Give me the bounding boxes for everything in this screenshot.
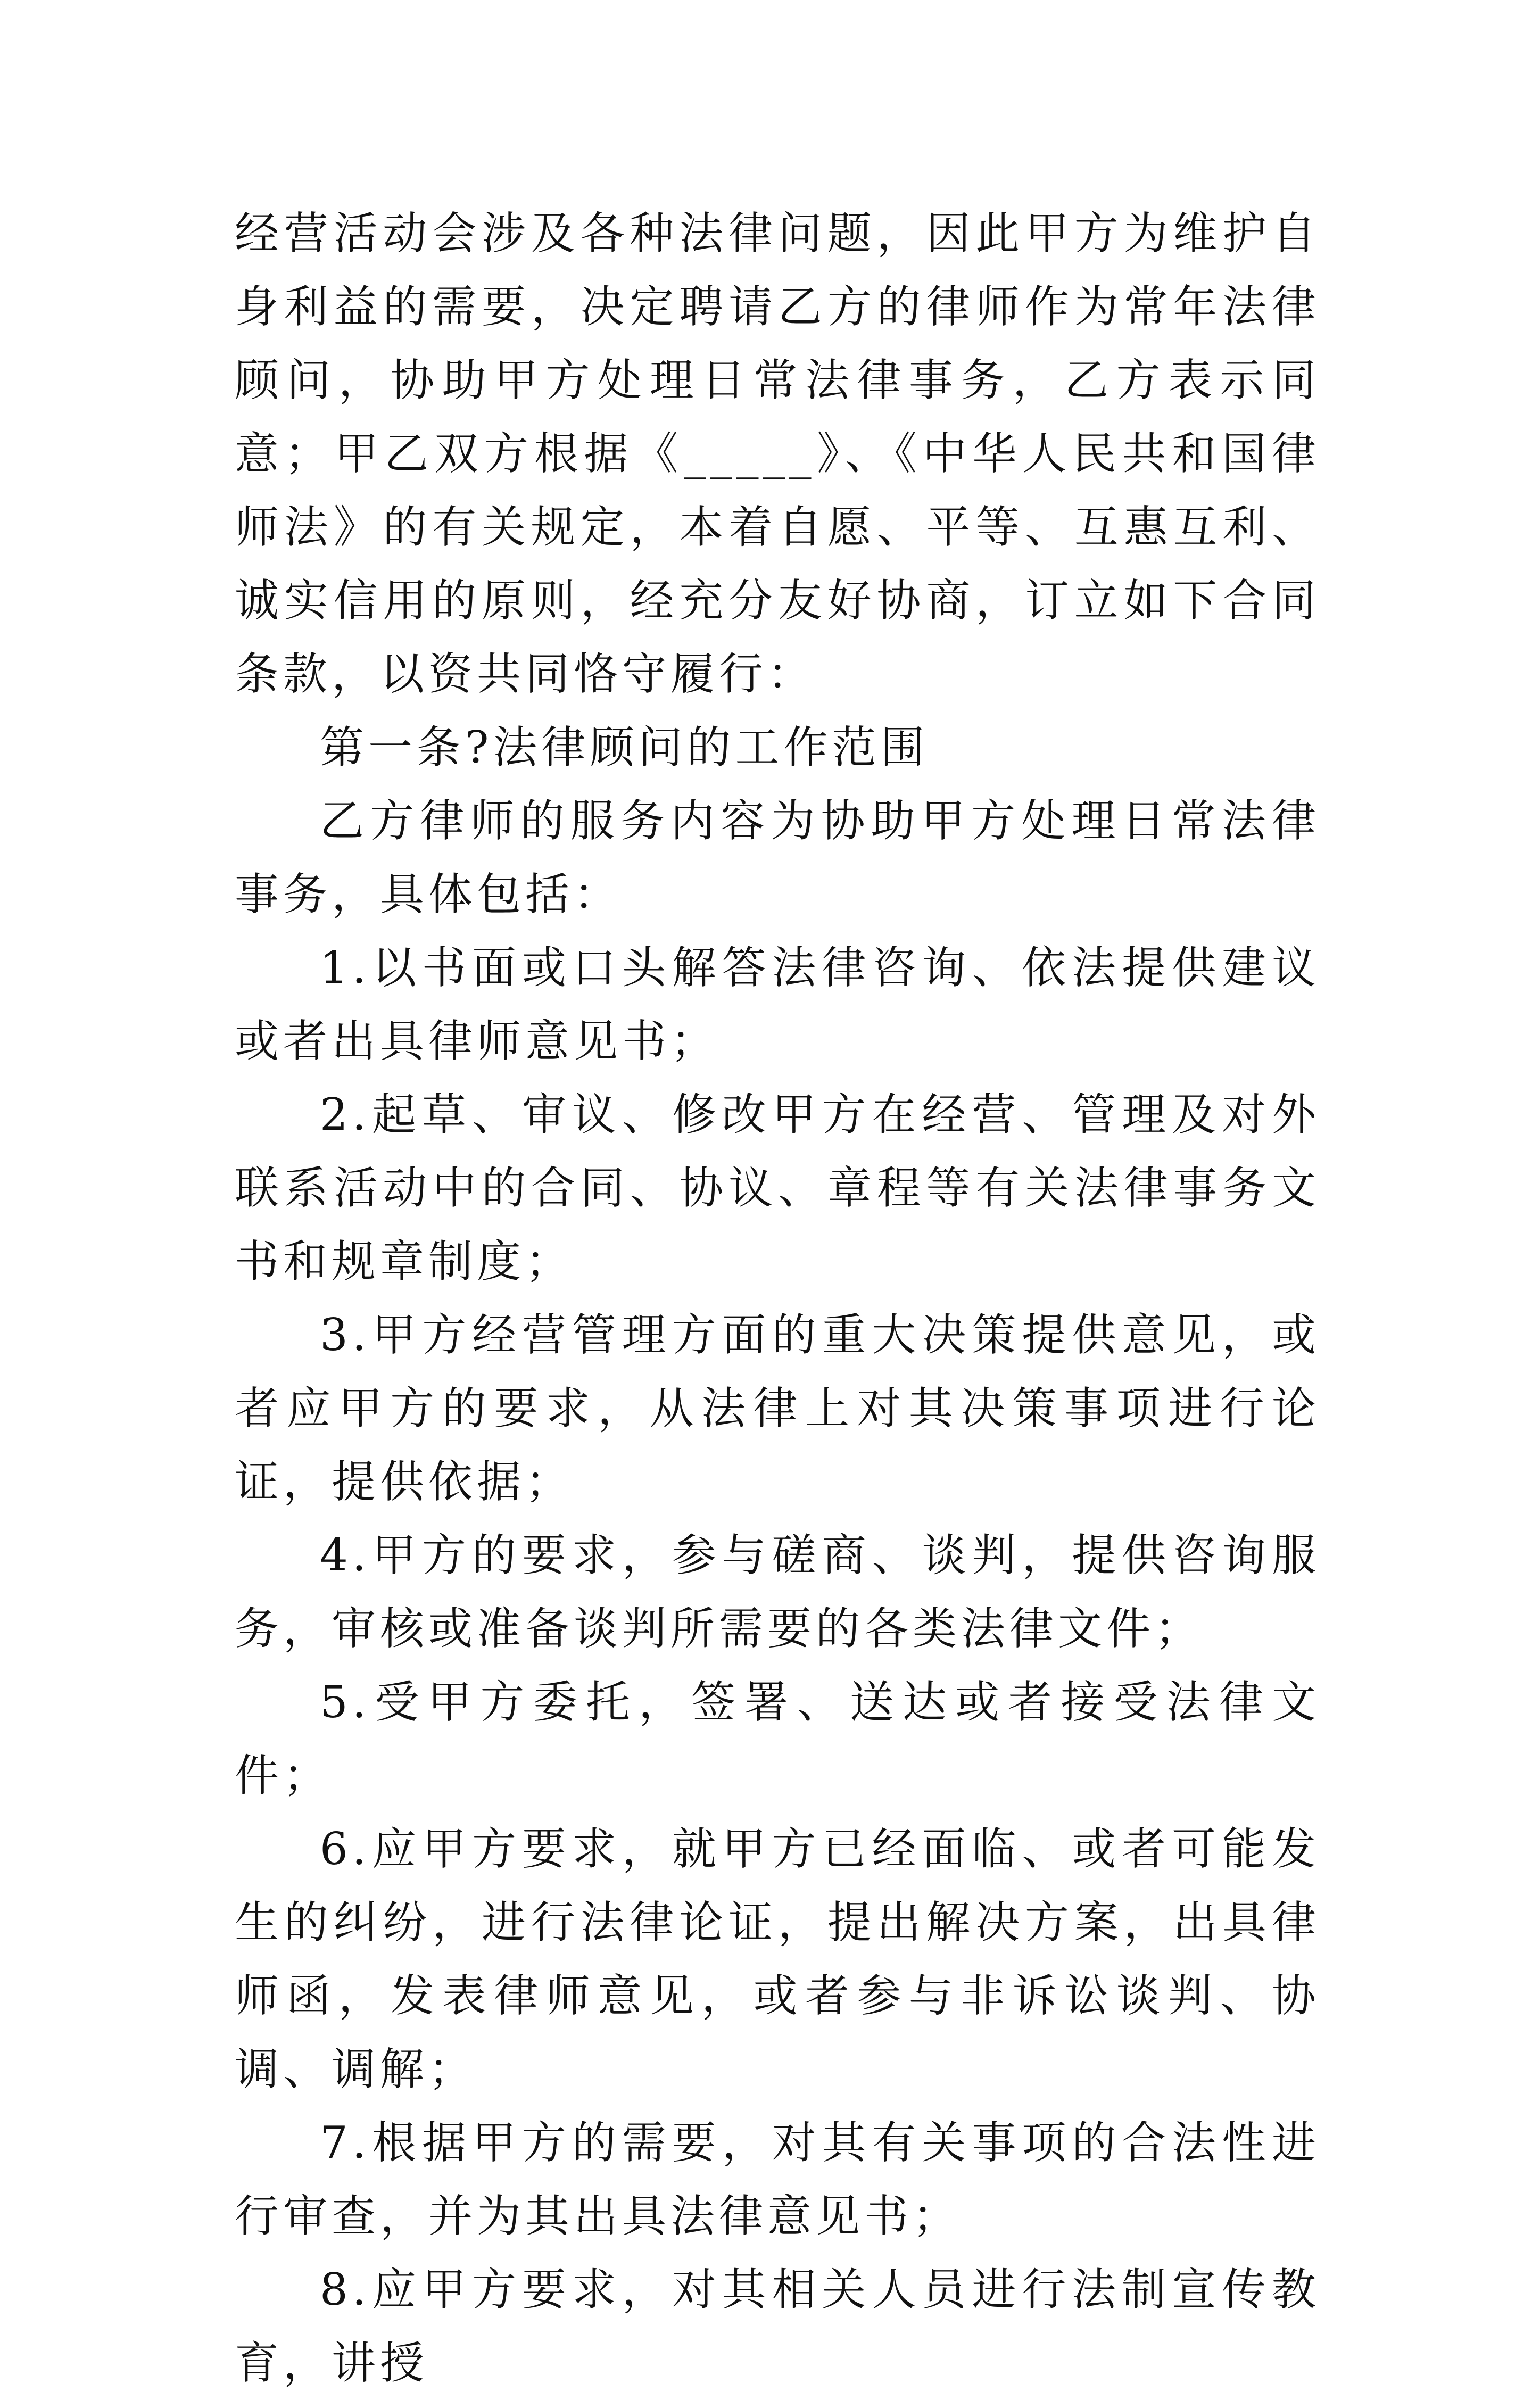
list-item-8: 8.应甲方要求，对其相关人员进行法制宣传教育，讲授 — [235, 2264, 1320, 2389]
document-body — [235, 197, 1320, 2400]
list-item-1: 1.以书面或口头解答法律咨询、依法提供建议或者出具律师意见书； — [235, 942, 1320, 1067]
list-item-7: 7.根据甲方的需要，对其有关事项的合法性进行审查，并为其出具法律意见书； — [235, 2117, 1320, 2242]
list-item-5: 5.受甲方委托，签署、送达或者接受法律文件； — [235, 1676, 1320, 1801]
list-item-4: 4.甲方的要求，参与磋商、谈判，提供咨询服务，审核或准备谈判所需要的各类法律文件； — [235, 1529, 1320, 1654]
paragraph-intro: 经营活动会涉及各种法律问题，因此甲方为维护自身利益的需要，决定聘请乙方的律师作为常年法律顾问，协助甲方处理日常法律事务，乙方表示同意；甲乙双方根据《_____》、《中华人民共和国律师法》的有关规定，本着自愿、平等、互惠互利、诚实信用的原则，经充分友好协商，订立如下合同条款，以资共同恪守履行： — [235, 208, 1320, 700]
paragraph-scope: 乙方律师的服务内容为协助甲方处理日常法律事务，具体包括： — [235, 795, 1320, 920]
list-item-2: 2.起草、审议、修改甲方在经营、管理及对外联系活动中的合同、协议、章程等有关法律事务文书和规章制度； — [235, 1089, 1320, 1287]
list-item-3: 3.甲方经营管理方面的重大决策提供意见，或者应甲方的要求，从法律上对其决策事项进行论证，提供依据； — [235, 1309, 1320, 1508]
list-item-6: 6.应甲方要求，就甲方已经面临、或者可能发生的纠纷，进行法律论证，提出解决方案，出具律师函，发表律师意见，或者参与非诉讼谈判、协调、调解； — [235, 1823, 1320, 2095]
article-heading: 第一条?法律顾问的工作范围 — [320, 722, 929, 773]
